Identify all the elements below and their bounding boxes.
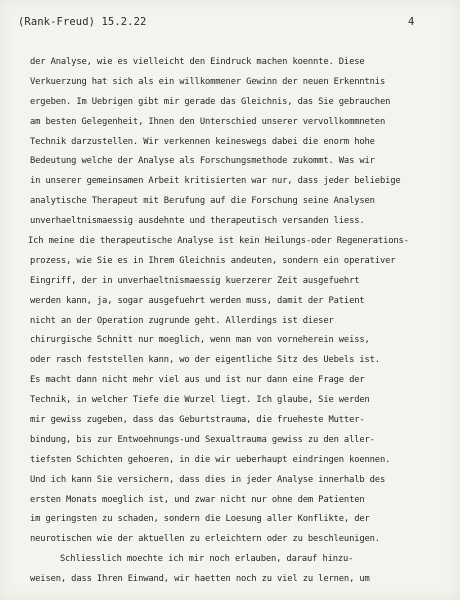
text-line: Ich meine die therapeutische Analyse ist kein Heilungs-oder Regenerations-	[28, 236, 409, 247]
text-line: Eingriff, der in unverhaeltnismaessig kuerzerer Zeit ausgefuehrt	[30, 275, 360, 286]
text-line: im geringsten zu schaden, sondern die Loesung aller Konflikte, der	[30, 514, 370, 525]
text-line: in unserer gemeinsamen Arbeit kritisierten war nur, dass jeder beliebige	[30, 176, 401, 187]
text-line: mir gewiss zugeben, dass das Geburtstrauma, die frueheste Mutter-	[30, 415, 365, 426]
text-line: neurotischen wie der aktuellen zu erleichtern oder zu beschleunigen.	[30, 534, 380, 545]
text-line: der Analyse, wie es vielleicht den Eindruck machen koennte. Diese	[30, 57, 365, 67]
text-line: unverhaeltnismaessig ausdehnte und therapeutisch versanden liess.	[30, 216, 365, 227]
text-line: bindung, bis zur Entwoehnungs-und Sexualtrauma gewiss zu den aller-	[30, 434, 375, 445]
text-line: werden kann, ja, sogar ausgefuehrt werden muss, damit der Patient	[30, 295, 365, 306]
text-line: oder rasch feststellen kann, wo der eigentliche Sitz des Uebels ist.	[30, 355, 380, 366]
text-line: ergeben. Im Uebrigen gibt mir gerade das Gleichnis, das Sie gebrauchen	[30, 96, 391, 107]
text-line: Verkuerzung hat sich als ein willkommener Gewinn der neuen Erkenntnis	[30, 76, 386, 87]
text-line: Es macht dann nicht mehr viel aus und ist nur dann eine Frage der	[30, 375, 365, 386]
text-line: am besten Gelegenheit, Ihnen den Unterschied unserer vervollkommneten	[30, 116, 386, 127]
text-line: weisen, dass Ihren Einwand, wir haetten noch zu viel zu lernen, um	[30, 574, 370, 585]
text-line: Bedeutung welche der Analyse als Forschungsmethode zukommt. Was wir	[30, 156, 375, 167]
text-line: prozess, wie Sie es in Ihrem Gleichnis andeuten, sondern ein operativer	[30, 255, 396, 266]
text-line: Technik darzustellen. Wir verkennen keineswegs dabei die enorm hohe	[30, 136, 375, 147]
text-line: tiefsten Schichten gehoeren, in die wir ueberhaupt eindringen koennen.	[30, 454, 391, 465]
letter-body	[30, 53, 460, 590]
text-line: Schliesslich moechte ich mir noch erlauben, darauf hinzu-	[60, 554, 354, 565]
text-line: analytische Therapeut mit Berufung auf die Forschung seine Analysen	[30, 196, 375, 207]
letter-header: (Rank-Freud) 15.2.22	[18, 16, 147, 28]
text-line: nicht an der Operation zugrunde geht. Allerdings ist dieser	[30, 315, 334, 326]
text-line: chirurgische Schnitt nur moeglich, wenn man von vorneherein weiss,	[30, 335, 370, 346]
page-number: 4	[408, 16, 415, 28]
text-line: Technik, in welcher Tiefe die Wurzel liegt. Ich glaube, Sie werden	[30, 395, 370, 406]
text-line: Und ich kann Sie versichern, dass dies in jeder Analyse innerhalb des	[30, 474, 386, 485]
text-line: ersten Monats moeglich ist, und zwar nicht nur ohne dem Patienten	[30, 494, 365, 505]
